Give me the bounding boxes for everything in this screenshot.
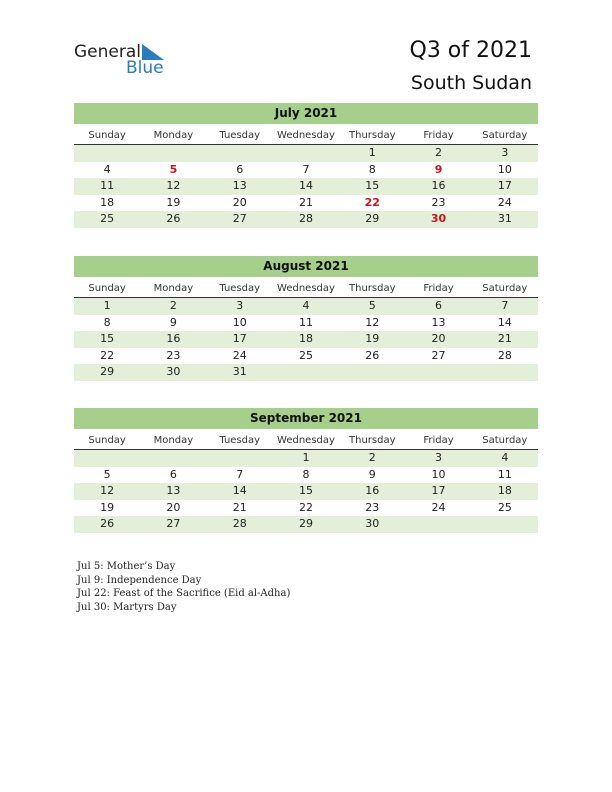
date-cell [405, 364, 471, 381]
date-cell: 10 [431, 467, 446, 481]
date-cell: 19 [166, 195, 181, 209]
weekday-label: Sunday [88, 283, 126, 294]
holiday-note: Jul 30: Martyrs Day [77, 601, 177, 613]
date-cell: 23 [365, 500, 380, 514]
brand-name-blue: Blue [126, 58, 164, 78]
weekday-label: Tuesday [219, 130, 261, 141]
week-row [74, 364, 538, 381]
weekday-label: Friday [423, 130, 454, 141]
holiday-note: Jul 5: Mother’s Day [77, 561, 176, 572]
date-cell: 10 [232, 315, 247, 329]
date-cell [472, 364, 538, 381]
date-cell: 19 [100, 500, 115, 514]
date-cell: 13 [166, 484, 181, 498]
month-title: September 2021 [74, 408, 538, 429]
date-cell: 1 [302, 451, 310, 464]
date-cell: 11 [298, 315, 313, 329]
date-cell: 2 [435, 146, 443, 159]
date-cell: 26 [365, 348, 380, 362]
date-cell: 12 [100, 484, 115, 498]
weekday-label: Sunday [88, 435, 126, 446]
weekday-label: Monday [153, 283, 194, 294]
date-cell: 29 [100, 365, 115, 379]
week-row [74, 298, 538, 315]
date-cell: 12 [365, 315, 380, 329]
weekday-label: Wednesday [277, 130, 335, 141]
date-cell: 21 [298, 195, 313, 209]
date-cell: 16 [365, 484, 380, 498]
week-row [74, 211, 538, 228]
date-cell: 30 [365, 517, 380, 531]
date-cell: 1 [368, 146, 376, 159]
date-cell: 6 [236, 162, 244, 176]
week-row [74, 516, 538, 533]
weekday-header [74, 280, 538, 298]
holiday-date-cell: 30 [430, 212, 447, 226]
weekday-label: Wednesday [277, 435, 335, 446]
date-cell: 31 [497, 212, 512, 226]
month-july [74, 103, 538, 228]
date-cell: 26 [100, 517, 115, 531]
week-row [74, 348, 538, 365]
holiday-note: Jul 9: Independence Day [77, 574, 202, 586]
weekday-label: Tuesday [219, 435, 261, 446]
weekday-label: Monday [153, 435, 194, 446]
country-name: South Sudan [410, 72, 532, 94]
holiday-date-cell: 22 [364, 195, 380, 209]
holiday-note: Jul 22: Feast of the Sacrifice (Eid al-Adha) [77, 588, 291, 599]
date-cell: 18 [298, 332, 313, 346]
date-cell: 3 [435, 451, 443, 464]
weekday-label: Saturday [482, 435, 528, 446]
date-cell: 22 [100, 348, 115, 362]
date-cell [273, 364, 339, 381]
date-cell: 7 [501, 299, 509, 312]
date-cell: 31 [232, 365, 247, 379]
brand-name-general: General [74, 42, 141, 62]
date-cell: 8 [302, 467, 310, 481]
weekday-label: Thursday [349, 130, 396, 141]
date-cell: 18 [497, 484, 512, 498]
date-cell [207, 450, 273, 467]
date-cell: 30 [166, 365, 181, 379]
date-cell: 10 [497, 162, 512, 176]
date-cell: 11 [100, 179, 115, 193]
weekday-header [74, 127, 538, 145]
date-cell: 15 [100, 332, 115, 346]
date-cell [405, 516, 471, 533]
date-cell [339, 364, 405, 381]
weekday-label: Thursday [349, 283, 396, 294]
date-cell: 2 [169, 299, 177, 312]
week-row [74, 450, 538, 467]
date-cell: 23 [166, 348, 181, 362]
week-row [74, 483, 538, 500]
date-cell: 17 [497, 179, 512, 193]
date-cell: 5 [368, 299, 376, 312]
date-cell: 20 [232, 195, 247, 209]
date-cell: 11 [497, 467, 512, 481]
month-september [74, 408, 538, 533]
date-cell: 24 [497, 195, 512, 209]
weekday-label: Saturday [482, 283, 528, 294]
date-cell: 8 [103, 315, 111, 329]
month-title: August 2021 [74, 256, 538, 277]
date-cell: 3 [501, 146, 509, 159]
month-grid [74, 450, 538, 533]
page-title: Q3 of 2021 [409, 38, 532, 63]
date-cell: 12 [166, 179, 181, 193]
weekday-label: Tuesday [219, 283, 261, 294]
date-cell: 24 [431, 500, 446, 514]
date-cell: 4 [302, 299, 310, 312]
date-cell: 27 [232, 212, 247, 226]
date-cell: 24 [232, 348, 247, 362]
date-cell: 26 [166, 212, 181, 226]
date-cell: 13 [232, 179, 247, 193]
date-cell: 21 [497, 332, 512, 346]
date-cell: 25 [100, 212, 115, 226]
date-cell: 7 [302, 162, 310, 176]
date-cell: 14 [298, 179, 313, 193]
date-cell: 6 [435, 299, 443, 312]
holiday-date-cell: 9 [434, 162, 443, 176]
date-cell: 17 [431, 484, 446, 498]
date-cell: 16 [431, 179, 446, 193]
date-cell: 8 [368, 162, 376, 176]
weekday-label: Friday [423, 435, 454, 446]
week-row [74, 467, 538, 484]
date-cell: 25 [497, 500, 512, 514]
weekday-label: Monday [153, 130, 194, 141]
week-row [74, 315, 538, 332]
date-cell: 28 [497, 348, 512, 362]
date-cell: 19 [365, 332, 380, 346]
date-cell: 17 [232, 332, 247, 346]
month-title: July 2021 [74, 103, 538, 124]
date-cell: 3 [236, 299, 244, 312]
date-cell [472, 516, 538, 533]
date-cell: 14 [232, 484, 247, 498]
date-cell: 6 [169, 467, 177, 481]
date-cell: 20 [166, 500, 181, 514]
holiday-date-cell: 5 [169, 162, 178, 176]
weekday-label: Wednesday [277, 283, 335, 294]
date-cell: 29 [298, 517, 313, 531]
date-cell [207, 145, 273, 162]
date-cell: 16 [166, 332, 181, 346]
date-cell: 23 [431, 195, 446, 209]
weekday-header [74, 432, 538, 450]
date-cell: 7 [236, 467, 244, 481]
date-cell: 14 [497, 315, 512, 329]
date-cell: 18 [100, 195, 115, 209]
date-cell: 21 [232, 500, 247, 514]
date-cell [74, 450, 140, 467]
week-row [74, 178, 538, 195]
week-row [74, 500, 538, 517]
week-row [74, 195, 538, 212]
date-cell: 27 [431, 348, 446, 362]
week-row [74, 145, 538, 162]
date-cell: 29 [365, 212, 380, 226]
date-cell [140, 450, 206, 467]
date-cell: 4 [501, 451, 509, 464]
date-cell: 15 [365, 179, 380, 193]
month-grid [74, 145, 538, 228]
date-cell [273, 145, 339, 162]
date-cell: 9 [368, 467, 376, 481]
date-cell: 13 [431, 315, 446, 329]
date-cell: 9 [169, 315, 177, 329]
month-august [74, 256, 538, 381]
date-cell [74, 145, 140, 162]
weekday-label: Saturday [482, 130, 528, 141]
date-cell: 28 [232, 517, 247, 531]
weekday-label: Friday [423, 283, 454, 294]
weekday-label: Sunday [88, 130, 126, 141]
weekday-label: Thursday [349, 435, 396, 446]
date-cell: 25 [298, 348, 313, 362]
date-cell [140, 145, 206, 162]
date-cell: 27 [166, 517, 181, 531]
date-cell: 5 [103, 467, 111, 481]
date-cell: 4 [103, 162, 111, 176]
date-cell: 28 [298, 212, 313, 226]
date-cell: 15 [298, 484, 313, 498]
month-grid [74, 298, 538, 381]
holiday-notes [77, 560, 290, 614]
date-cell: 1 [103, 299, 111, 312]
week-row [74, 331, 538, 348]
date-cell: 2 [368, 451, 376, 464]
week-row [74, 162, 538, 179]
date-cell: 22 [298, 500, 313, 514]
date-cell: 20 [431, 332, 446, 346]
